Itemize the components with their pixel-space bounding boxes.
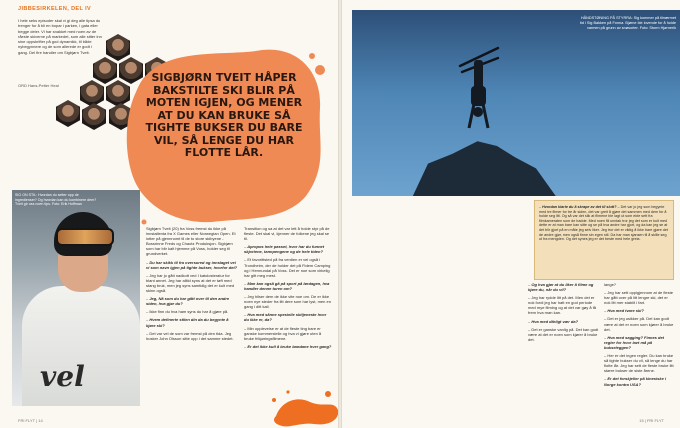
interview-question: – Du har skikk til fra oversured og innslaget vei vi som navn igjen på tighte bukser, hvorfor det?	[146, 259, 238, 270]
body-column-1	[146, 226, 238, 344]
page-folio-left: FRI FLYT | 14	[18, 418, 43, 423]
interview-question: – Hva med dårligt vær da?	[528, 318, 579, 324]
photo-caption: SIG ON STIL: Hvordan du setter opp de ingredienser? Og hvordan kan du kombinere dem? Tveit gir oss noen tips. Foto: Erik Hoffman	[15, 193, 97, 207]
interview-answer: – Det er ganske vanlig på. Det kan godt være at det er noen som kjører å bruke det.	[528, 326, 599, 342]
interview-question: – Hvem definerte stilen din da du begynte å kjøre ski?	[146, 317, 229, 328]
sidebar-title: – Hvordan klarte du å skrape av det til slutt?	[539, 205, 617, 209]
interview-question: – Hva med sånne spesielle skitjeneste hvor du ikke er, da?	[244, 312, 327, 323]
interview-question: – Og hva gjør at du liker å filme og kjøre du, når du vil?	[528, 282, 594, 293]
intro-credit: ORD Hans-Petter Heal	[18, 83, 59, 88]
pull-quote: SIGBJØRN TVEIT HÅPER BAKSTILTE SKI BLIR PÅ MOTEN IGJEN, OG MENER AT DU KAN BRUKE SÅ TIGHTE BUKSER DU BARE VIL, SÅ LENGE DU HAR FLOTTE LÅR.	[145, 71, 303, 159]
photo-caption-right: HÅNDSTØNING PÅ STYRRA: Sig kommer på tilnærmet tid i Sig Bakken på Fonna. Bjørne ble lovende for å holde varmen på grunn av snøsorter. Foto: Storm Hjørnerik	[579, 16, 676, 30]
interview-answer: – Jeg har jo gått nadkott ved I katolosteratur for blant annet. Jeg har alltid syns at det er tøft med stang bruk, men jeg syns samtidig det er kult med skinn også.	[146, 272, 235, 294]
interview-answer: Sigbjørn Tveit (20) fra Voss fremst du ikke på innstallenta fra X Games eller Norwegian Open. Et lotter på gjennnomt til de to store skibyene - Bossrinne Freds og Chaotz Produksjon. Sigbjørn som har blir kalt hjemme på Voss, holder seg til grundverket.	[146, 226, 236, 257]
body-column-3	[528, 282, 600, 345]
interview-question: – Man kan også gå på sport på lørdagen, hva handler denne turen om?	[244, 280, 330, 291]
paint-splatter-graphic	[268, 386, 338, 428]
interview-answer: Transition og sa at det var lett å holde styr på de fleste. Det skal vi, kjenner de folkene jeg skal se til.	[244, 226, 330, 242]
interview-question: – Er det forskjeller på kinesiske i Norge kontra USA?	[604, 376, 667, 387]
interview-answer: – Her er det ingen regler. Du kan bruke så tighte bukser du vil, så lenge du har flotte lår. Jeg har sett de fleste bruke litt større bukser de siste årene.	[604, 353, 674, 374]
interview-answer: – Ikke finn du hva ham syns du har å gjøre på.	[146, 309, 229, 315]
interview-answer: – Jeg har rydde litt på det. Men det er nok fordi jeg har hatt en god periode med mye filming og at det var gøy å få frem hva man kan.	[528, 295, 597, 316]
rock-silhouette	[410, 122, 560, 196]
sidebar-body: – Det var jo jeg som begynte med tre filmer for tre år siden, det var greit å gjøre det sammen med dem for å holde seg litt. Og så var det slik at filmene ble lagt ut som ekte sett fra filmkameraten som de hadde. Med noen få unntak tror jeg det som er kult med dette er at man bare kan sitte og se på hva andre har gjort, og da kan jeg se at det blir gjort på en måte jeg selv liker. Jeg tror det er viktig å ikke bare gjøre det de andre gjør, men også finne sin egen stil. Da har man sjansen til å skille seg ut fra mengden. Og det synes jeg er det beste med hele greia.	[539, 205, 668, 242]
jacket-print: vel	[40, 360, 85, 393]
sidebar-box	[534, 200, 674, 280]
goggle-shape	[56, 228, 114, 246]
skier-photo	[352, 10, 680, 196]
right-page	[342, 0, 680, 428]
hex-portrait	[56, 100, 80, 127]
interview-question: – Hva med sagging? Finnes det regler for hvor lavt må på bukseleggen?	[604, 334, 665, 350]
hex-portrait	[93, 57, 117, 84]
interview-answer: – Et favorittsted på fra verdien er vel også i Trondheim, der de holder det på Fidem Camping og i Hermundal på Voss. Det er noe som virkelig har gitt meg mest.	[244, 257, 331, 278]
body-column-4	[604, 282, 674, 390]
skier-silhouette	[458, 46, 500, 130]
interview-answer: lange?	[604, 282, 617, 287]
hex-portrait	[82, 103, 106, 130]
interview-answer: – Det var vel de som var fremst på den tida. Jeg husker John Olsson sitte opp i det samme stedet.	[146, 330, 234, 341]
sidebar-text	[539, 205, 669, 242]
interview-question: – Er det ikke kult å bruke bandane hver gang?	[244, 343, 332, 349]
hex-portrait	[80, 80, 104, 107]
interview-answer: – Min opplevelse er at de fleste ting bare er ganske kommersielle og hva vi gjøre uten å bruke frikjøringsfilmene.	[244, 325, 322, 341]
left-page	[0, 0, 338, 428]
interview-answer: – Det er jeg usikker på. Det kan godt være at det er noen som kjører å bruke det.	[604, 316, 674, 332]
intro-text: I hele seks episoder skal vi gi deg alle tipsa du trenger for å bli en bopar i parken, i gata eller begge deler. Vi har snakket med noen av de råeste skiverne på markedet, som alle sitter inn sine oppskrifter på god dynamikk, til både nybegynnere og de som allerede er godt i gang. Del fire handler om Sigbjørn Tveit.	[18, 18, 102, 55]
interview-question: – Jeg, Nå som du har gått over til den andre siden, hva gjør du?	[146, 296, 230, 307]
body-column-2	[244, 226, 332, 352]
section-tag: JIBBESIRKELEN, DEL IV	[18, 6, 92, 12]
interview-answer: – Jeg har sett oppigjennom at de fleste har gått over på litt lengre ski, det er nok litt mer stabilt i fart.	[604, 290, 673, 306]
interview-answer: – Jeg hilser dem de ikke vite noe om. De er ikke noen nye steder fra litt dere som har lyst, men en gang i ditt kall.	[244, 294, 331, 310]
interview-question: – Apropos hele passet, hvor har du funnet skjortene, tannpengene og de hele tiden?	[244, 244, 325, 255]
interview-question: – Hva med tvare ski?	[604, 308, 644, 314]
page-folio-right: 15 | FRI FLYT	[639, 418, 664, 423]
portrait-photo	[12, 190, 140, 406]
